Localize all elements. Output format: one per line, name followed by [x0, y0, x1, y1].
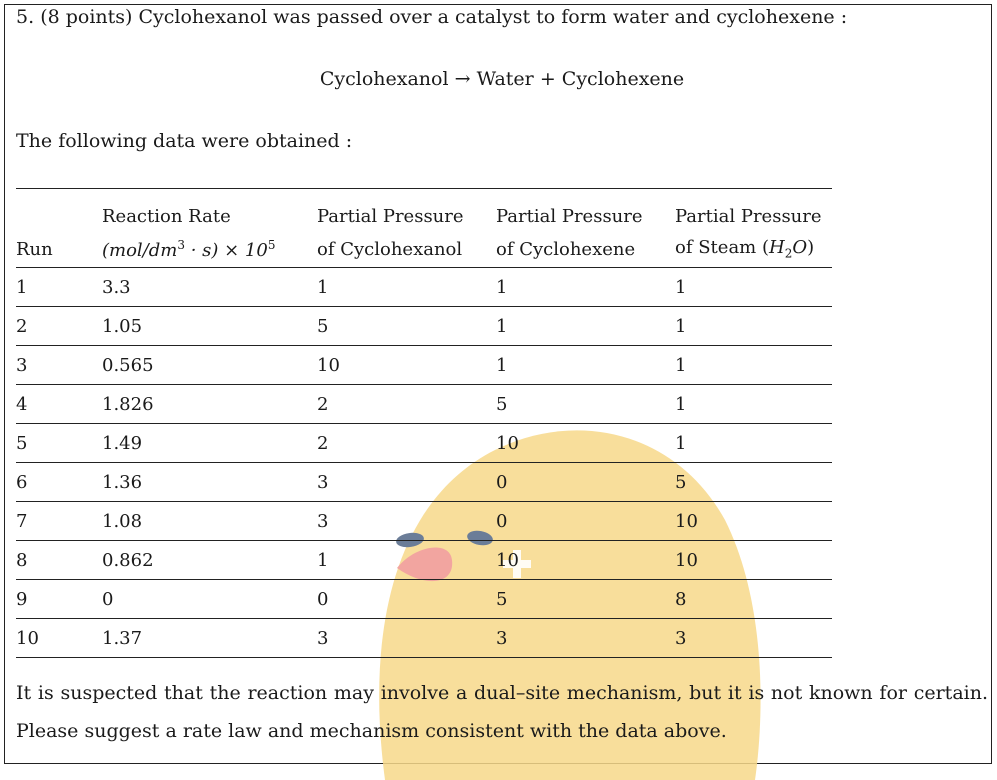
table-row: [16, 541, 832, 580]
closing-paragraph: It is suspected that the reaction may involve a dual–site mechanism, but it is not known for certain. Please suggest a rate law and mechanism consistent with the data above.: [16, 682, 988, 742]
table-row: [16, 307, 832, 346]
cell-rate: 1.826: [102, 385, 317, 424]
cell-pp-cyclohexene: 10: [496, 541, 675, 580]
cell-pp-steam: 5: [675, 463, 832, 502]
table-body: [16, 268, 832, 658]
product-cyclohexene: Cyclohexene: [561, 68, 685, 90]
cell-pp-cyclohexene: 1: [496, 346, 675, 385]
cell-rate: 0.565: [102, 346, 317, 385]
cell-pp-cyclohexene: 5: [496, 385, 675, 424]
cell-rate: 0.862: [102, 541, 317, 580]
cell-pp-steam: 1: [675, 268, 832, 307]
cell-pp-cyclohexene: 10: [496, 424, 675, 463]
cell-run: 8: [16, 541, 102, 580]
table-row: [16, 385, 832, 424]
header-rate-unit: $(mol/dm^3 \cdot s) \times 10^5$: [102, 231, 317, 268]
question-points: (8 points): [40, 6, 133, 28]
cell-pp-cyclohexanol: 2: [317, 385, 496, 424]
header-pp-steam: of Steam $(H_2O)$: [675, 231, 832, 268]
cell-rate: 1.08: [102, 502, 317, 541]
table-row: [16, 580, 832, 619]
cell-pp-steam: 1: [675, 424, 832, 463]
cell-pp-cyclohexene: 3: [496, 619, 675, 658]
cell-pp-cyclohexene: 0: [496, 463, 675, 502]
table-row: [16, 346, 832, 385]
cell-pp-cyclohexanol: 2: [317, 424, 496, 463]
cell-run: 5: [16, 424, 102, 463]
intro-text: The following data were obtained :: [16, 130, 353, 152]
cell-run: 2: [16, 307, 102, 346]
header-pp-title-3: Partial Pressure: [675, 206, 822, 227]
cell-run: 4: [16, 385, 102, 424]
cell-pp-steam: 8: [675, 580, 832, 619]
cell-run: 6: [16, 463, 102, 502]
table-row: [16, 424, 832, 463]
table-row: [16, 268, 832, 307]
cell-pp-cyclohexanol: 0: [317, 580, 496, 619]
cell-rate: 1.49: [102, 424, 317, 463]
header-row-1: [16, 189, 832, 232]
cell-pp-cyclohexanol: 1: [317, 268, 496, 307]
reaction-equation: [16, 68, 988, 90]
cell-pp-cyclohexanol: 10: [317, 346, 496, 385]
header-pp-title-2: Partial Pressure: [496, 206, 643, 227]
table-row: [16, 502, 832, 541]
header-pp-cyclohexene: of Cyclohexene: [496, 231, 675, 268]
cell-pp-steam: 3: [675, 619, 832, 658]
cell-pp-steam: 1: [675, 307, 832, 346]
header-run: Run: [16, 231, 102, 268]
reaction-arrow: →: [454, 68, 471, 90]
cell-pp-cyclohexanol: 1: [317, 541, 496, 580]
data-table: [16, 188, 832, 658]
cell-pp-cyclohexene: 0: [496, 502, 675, 541]
header-row-2: [16, 231, 832, 268]
header-pp-cyclohexanol: of Cyclohexanol: [317, 231, 496, 268]
cell-rate: 1.37: [102, 619, 317, 658]
question-number: 5.: [16, 6, 35, 28]
table-row: [16, 463, 832, 502]
cell-pp-cyclohexanol: 3: [317, 502, 496, 541]
cell-pp-steam: 10: [675, 541, 832, 580]
cell-pp-cyclohexene: 1: [496, 268, 675, 307]
cell-pp-cyclohexene: 5: [496, 580, 675, 619]
cell-pp-cyclohexanol: 3: [317, 463, 496, 502]
cell-rate: 1.05: [102, 307, 317, 346]
cell-rate: 0: [102, 580, 317, 619]
cell-run: 1: [16, 268, 102, 307]
cell-run: 3: [16, 346, 102, 385]
header-pp-title-1: Partial Pressure: [317, 206, 464, 227]
table-row: [16, 619, 832, 658]
cell-pp-steam: 1: [675, 346, 832, 385]
reactant: Cyclohexanol: [319, 68, 449, 90]
cell-rate: 1.36: [102, 463, 317, 502]
question-prompt: [16, 6, 847, 28]
product-water: Water: [476, 68, 534, 90]
cell-pp-cyclohexanol: 3: [317, 619, 496, 658]
cell-pp-steam: 1: [675, 385, 832, 424]
plus-sign: +: [539, 68, 556, 90]
cell-pp-steam: 10: [675, 502, 832, 541]
header-rate-title: Reaction Rate: [102, 206, 231, 227]
cell-run: 9: [16, 580, 102, 619]
cell-pp-cyclohexene: 1: [496, 307, 675, 346]
cell-run: 10: [16, 619, 102, 658]
cell-pp-cyclohexanol: 5: [317, 307, 496, 346]
question-text: Cyclohexanol was passed over a catalyst to form water and cyclohexene :: [138, 6, 848, 28]
cell-rate: 3.3: [102, 268, 317, 307]
cell-run: 7: [16, 502, 102, 541]
